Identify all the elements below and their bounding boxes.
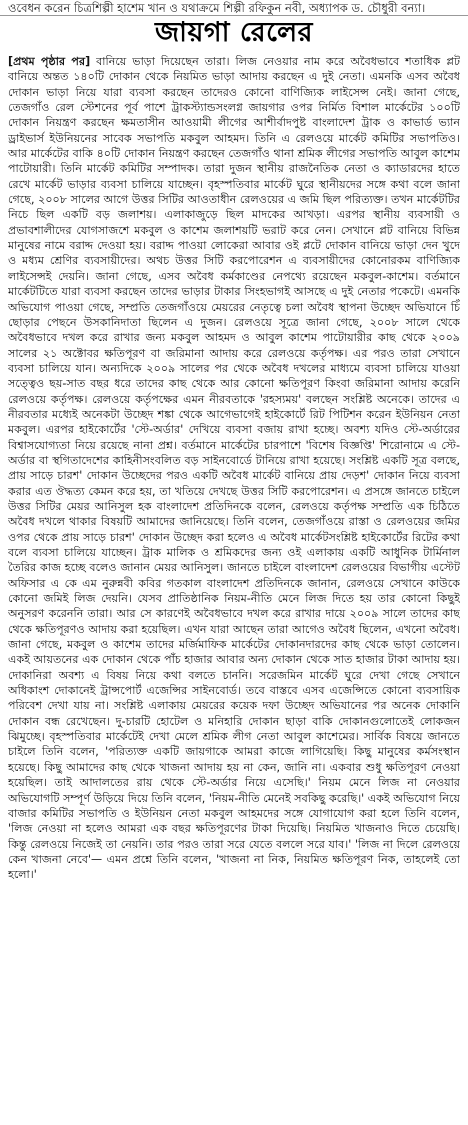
article-text <box>8 54 460 883</box>
article-headline: জায়গা রেলের <box>155 17 313 48</box>
jump-label: [প্রথম পৃষ্ঠার পর] <box>8 55 91 68</box>
previous-article-strip: ওবেধন করেন চিত্রশিল্পী হাশেম খান ও যথাক্রমে শিল্পী রফিকুন নবী, অধ্যাপক ড. চৌধুরী বন্যা। <box>0 0 468 16</box>
article-paragraph: বানিয়ে ভাড়া দিয়েছেন তারা। লিজ নেওয়ার নাম করে অবৈধভাবে শতাধিক প্লট বানিয়ে অন্তত ১৪০টি দোকান থেকে নিয়মিত ভাড়া আদায় করছেন এ দুই নেতা। এমনকি এসব অবৈধ দোকান ভাড়া নিয়ে যারা ব্যবসা করছেন তাদেরও কোনো বাণিজ্যিক লাইসেন্স নেই। জানা গেছে, তেজগাঁও রেল স্টেশনের পূর্ব পাশে ট্রাকস্ট্যান্ডসংলগ্ন জায়গার ওপর নির্মিত বিশাল মার্কেটের ১০০টি দোকান নিয়ন্ত্রণ করছেন ক্ষমতাসীন আওয়ামী লীগের আশীর্বাদপুষ্ট বাংলাদেশ ট্রাক ও কাভার্ড ভ্যান ড্রাইভার্স ইউনিয়নের সাবেক সভাপতি মকবুল আহমদ। তিনি এ রেলওয়ে মার্কেট কমিটির সভাপতিও। আর মার্কেটের বাকি ৪০টি দোকান নিয়ন্ত্রণ করছেন তেজগাঁও থানা শ্রমিক লীগের সভাপতি আবুল কাশেম পাটোয়ারী। তিনি মার্কেট কমিটির সম্পাদক। তারা দুজন স্থানীয় রাজনৈতিক নেতা ও ক্যাডারদের হাতে রেখে মার্কেট ভাড়ার ব্যবসা চালিয়ে যাচ্ছেন। বৃহস্পতিবার মার্কেট ঘুরে স্থানীয়দের সঙ্গে কথা বলে জানা গেছে, ২০০৮ সালের আগে উত্তর সিটির আওতাধীন রেলওয়ের এ জমি ছিল পরিত্যক্ত। তখন মার্কেটটির নিচে ছিল একটি বড় জলাশয়। এলাকাজুড়ে ছিল মাদকের আখড়া। এরপর স্থানীয় ব্যবসায়ী ও প্রভাবশালীদের যোগসাজশে মকবুল ও কাশেম জলাশয়টি ভরাট করে নেন। সেখানে প্লট বানিয়ে বিভিন্ন মানুষের নামে বরাদ্দ দেওয়া হয়। বরাদ্দ পাওয়া লোকেরা আবার ওই প্লটে দোকান বানিয়ে ভাড়া দেন খুদে ও মধ্যম শ্রেণির ব্যবসায়ীদের। অথচ উত্তর সিটি করপোরেশন এ ব্যবসায়ীদের কোনোরকম বাণিজ্যিক লাইসেন্সই দেয়নি। জানা গেছে, এসব অবৈধ কর্মকাণ্ডের নেপথ্যে রয়েছেন মকবুল-কাশেম। বর্তমানে মার্কেটটিতে যারা ব্যবসা করছেন তাদের ভাড়ার টাকার সিংহভাগই আসছে এ দুই নেতার পকেটে। এমনকি অভিযোগ পাওয়া গেছে, সম্প্রতি তেজগাঁওয়ে মেয়রের নেতৃত্বে চলা অবৈধ স্থাপনা উচ্ছেদ অভিযানে চিঁ ছোড়ার পেছনে উসকানিদাতা ছিলেন এ দুজন। রেলওয়ে সূত্রে জানা গেছে, ২০০৮ সালে থেকে অবৈধভাবে দখল করে রাখার জন্য মকবুল আহমদ ও আবুল কাশেম পাটোয়ারীর কাছ থেকে ২০০৯ সালের ২১ অক্টোবর ক্ষতিপূরণ বা জরিমানা আদায় করে রেলওয়ে কর্তৃপক্ষ। এর পরও তারা সেখানে ব্যবসা চালিয়ে যান। অন্যদিকে ২০০৯ সালের পর থেকে অবৈধ দখলের মাধ্যমে ব্যবসা চালিয়ে যাওয়া সত্ত্বেও ছয়-সাত বছর ধরে তাদের কাছ থেকে আর কোনো ক্ষতিপূরণ কিংবা জরিমানা আদায় করেনি রেলওয়ে কর্তৃপক্ষ। রেলওয়ে কর্তৃপক্ষের এমন নীরবতাকে 'রহস্যময়' বলছেন সংশ্লিষ্ট অনেকে। তাদের এ নীরবতার মধ্যেই অনেকটা উচ্ছেদ শঙ্কা থেকে আগেভাগেই হাইকোর্টে রিট পিটিশন করেন ইউনিয়ন নেতা মকবুল। এরপর হাইকোর্টের 'স্টে-অর্ডার' দেখিয়ে ব্যবসা বজায় রাখা হচ্ছে। অবশ্য যদিও স্টে-অর্ডারের বিশ্বাসযোগ্যতা নিয়ে রয়েছে নানা প্রশ্ন। বর্তমানে মার্কেটের চারপাশে 'বিশেষ বিজ্ঞপ্তি' শিরোনামে এ স্টে-অর্ডার বা স্থগিতাদেশের কাহিনীসংবলিত বড় সাইনবোর্ডে টানিয়ে রাখা হয়েছে। সংশ্লিষ্ট একটি সূত্র বলছে, প্রায় সাড়ে চারশ' দোকান উচ্ছেদের পরও একটি অবৈধ মার্কেট বানিয়ে প্রায় দেড়শ' দোকান নিয়ে ব্যবসা করার এত ঔদ্ধত্য কেমন করে হয়, তা খতিয়ে দেখছে উত্তর সিটি করপোরেশন। এ প্রসঙ্গে জানতে চাইলে উত্তর সিটির মেয়র আনিসুল হক বাংলাদেশ প্রতিদিনকে বলেন, রেলওয়ে কর্তৃপক্ষ সম্প্রতি এক চিঠিতে অবৈধ দখলে থাকার বিষয়টি আমাদের জানিয়েছে। তিনি বলেন, তেজগাঁওয়ে রাস্তা ও রেলওয়ের জমির ওপর থেকে প্রায় সাড়ে চারশ' দোকান উচ্ছেদ করা হলেও এ অবৈধ মার্কেটসংশ্লিষ্ট হাইকোর্টের রিটের কথা বলে ব্যবসা চালিয়ে যাচ্ছেন। ট্রাক মালিক ও শ্রমিকদের জন্য ওই এলাকায় একটি আধুনিক টার্মিনাল তৈরির কাজ হচ্ছে বলেও জানান মেয়র আনিসুল। জানতে চাইলে বাংলাদেশ রেলওয়ের বিভাগীয় এস্টেট অফিসার এ কে এম নুরুন্নবী কবির গতকাল বাংলাদেশ প্রতিদিনকে জানান, রেলওয়ে সেখানে কাউকে কোনো জমিই লিজ দেয়নি। যেসব প্রাতিষ্ঠানিক নিয়ম-নীতি মেনে লিজ দিতে হয় তার কোনো কিছুই অনুসরণ করেননি তারা। আর সে কারণেই অবৈধভাবে দখল করে রাখার দায়ে ২০০৯ সালে তাদের কাছ থেকে ক্ষতিপূরণও আদায় করা হয়েছিল। এখন যারা আছেন তারা আগেও অবৈধ ছিলেন, এখনো অবৈধ। জানা গেছে, মকবুল ও কাশেম তাদের মর্জিমাফিক মার্কেটের দোকানদারদের কাছ থেকে ভাড়া তোলেন। একই আয়তনের এক দোকান থেকে পাঁচ হাজার আবার অন্য দোকান থেকে সাত হাজার টাকা আদায় হয়। দোকানিরা অবশ্য এ বিষয় নিয়ে কথা বলতে চাননি। সরেজমিন মার্কেট ঘুরে দেখা গেছে সেখানে অধিকাংশ দোকানেই ট্রান্সপোর্ট এজেন্সির সাইনবোর্ড। তবে বাস্তবে এসব এজেন্সিতে কোনো ব্যবসায়িক পরিবেশ দেখা যায় না। সংশ্লিষ্ট এলাকায় মেয়রের কয়েক দফা উচ্ছেদ অভিযানের পর অনেক দোকানি দোকান বন্ধ রেখেছেন। দু-চারটি হোটেল ও মনিহারি দোকান ছাড়া বাকি দোকানগুলোতেই লোকজন ঝিমুচ্ছে। বৃহস্পতিবার মার্কেটেই দেখা মেলে শ্রমিক লীগ নেতা আবুল কাশেমের। সার্বিক বিষয়ে জানতে চাইলে তিনি বলেন, 'পরিত্যক্ত একটি জায়গাকে আমরা কাজে লাগিয়েছি। কিছু মানুষের কর্মসংস্থান হয়েছে। কিছু আমাদের কাছ থেকে খাজনা আদায় হয় না কেন, জানি না। একবার শুধু ক্ষতিপূরণ নেওয়া হয়েছিল। তাই আদালতের রায় থেকে স্টে-অর্ডার নিয়ে এসেছি।' নিয়ম মেনে লিজ না নেওয়ার অভিযোগটি সম্পূর্ণ উড়িয়ে দিয়ে তিনি বলেন, 'নিয়ম-নীতি মেনেই সবকিছু করেছি।' একই অভিযোগ নিয়ে বাজার কমিটির সভাপতি ও ইউনিয়ন নেতা মকবুল আহমদের সঙ্গে যোগাযোগ করা হলে তিনি বলেন, 'লিজ নেওয়া না হলেও আমরা এক বছর ক্ষতিপূরণের টাকা দিয়েছি। নিয়মিত খাজনাও দিতে চেয়েছি। কিন্তু রেলওয়ে নিজেই তা নেয়নি। তার পরও তারা সরে যেতে বললে সরে যাব।' 'লিজ না দিলে রেলওয়ে কেন খাজনা নেবে'— এমন প্রশ্নে তিনি বলেন, 'খাজনা না নিক, নিয়মিত ক্ষতিপূরণ নিক, তাহলেই তো হলো।' <box>8 55 460 882</box>
article-body <box>8 54 460 1122</box>
